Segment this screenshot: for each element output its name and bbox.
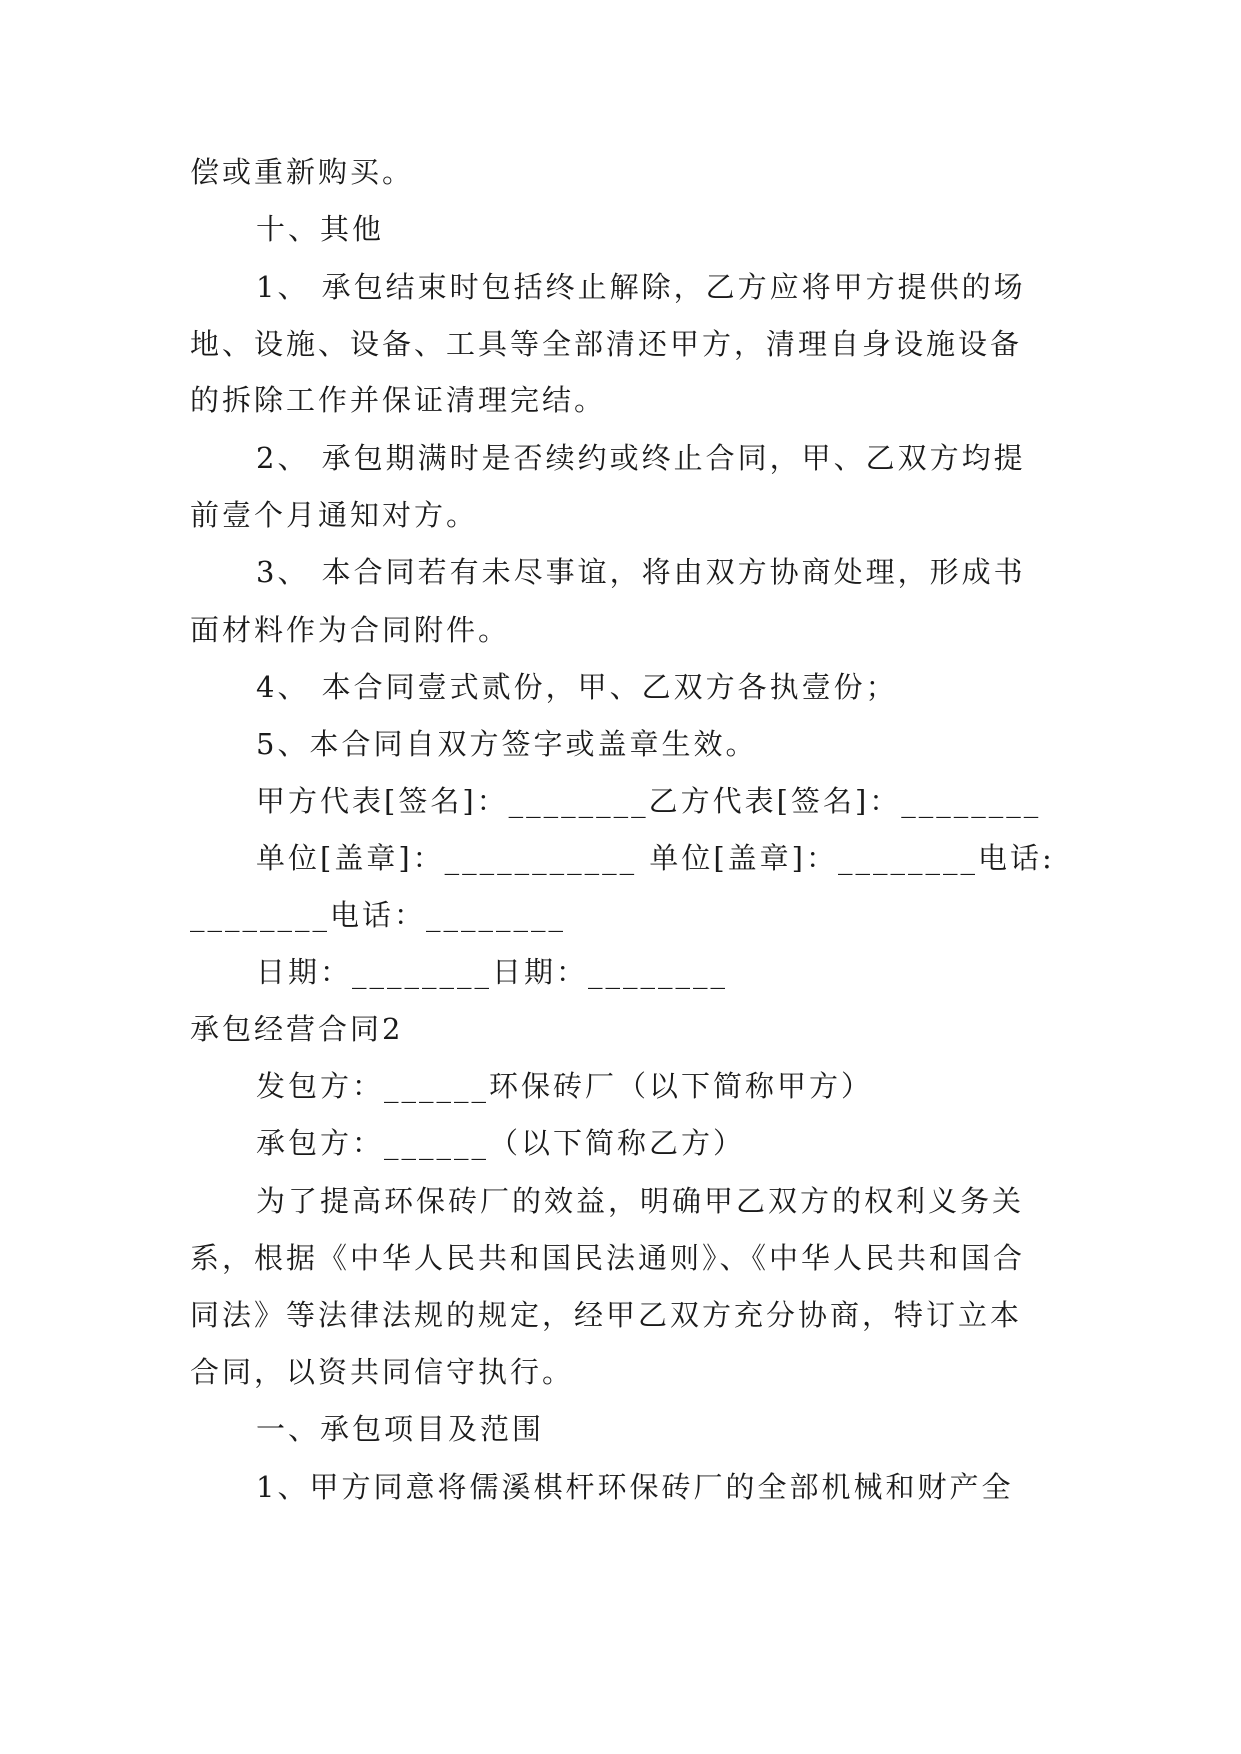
seal-line: 单位[盖章]：___________ 单位[盖章]：________电话: [256,841,1055,875]
text-line: 面材料作为合同附件。 [190,613,511,647]
text-line: 同法》等法律法规的规定，经甲乙双方充分协商，特订立本 [190,1298,1023,1332]
text-line: 2、 承包期满时是否续约或终止合同，甲、乙双方均提 [256,441,1026,475]
text-line: 3、 本合同若有未尽事谊，将由双方协商处理，形成书 [256,555,1026,589]
party-b-line: 承包方：______（以下简称乙方） [256,1126,746,1160]
section-heading: 一、承包项目及范围 [256,1412,545,1446]
signature-line: 甲方代表[签名]：________乙方代表[签名]：________ [256,784,1042,818]
text-line: 为了提高环保砖厂的效益，明确甲乙双方的权利义务关 [256,1184,1025,1218]
text-line: 地、设施、设备、工具等全部清还甲方，清理自身设施设备 [190,327,1023,361]
text-line: 1、甲方同意将儒溪棋杆环保砖厂的全部机械和财产全 [256,1470,1014,1504]
text-line: 4、 本合同壹式贰份，甲、乙双方各执壹份； [256,670,898,704]
text-line: 的拆除工作并保证清理完结。 [190,383,607,417]
text-line: 偿或重新购买。 [190,155,415,189]
text-line: 5、本合同自双方签字或盖章生效。 [256,727,758,761]
text-line: 系，根据《中华人民共和国民法通则》、《中华人民共和国合 [190,1241,1026,1275]
text-line: 前壹个月通知对方。 [190,498,479,532]
section-heading: 十、其他 [256,212,385,246]
text-line: 1、 承包结束时包括终止解除，乙方应将甲方提供的场 [256,270,1026,304]
phone-line: ________电话：________ [190,898,567,932]
date-line: 日期：________日期：________ [256,955,729,989]
text-line: 合同，以资共同信守执行。 [190,1355,575,1389]
party-a-line: 发包方：______环保砖厂（以下简称甲方） [256,1069,874,1103]
contract-title: 承包经营合同2 [190,1012,404,1046]
